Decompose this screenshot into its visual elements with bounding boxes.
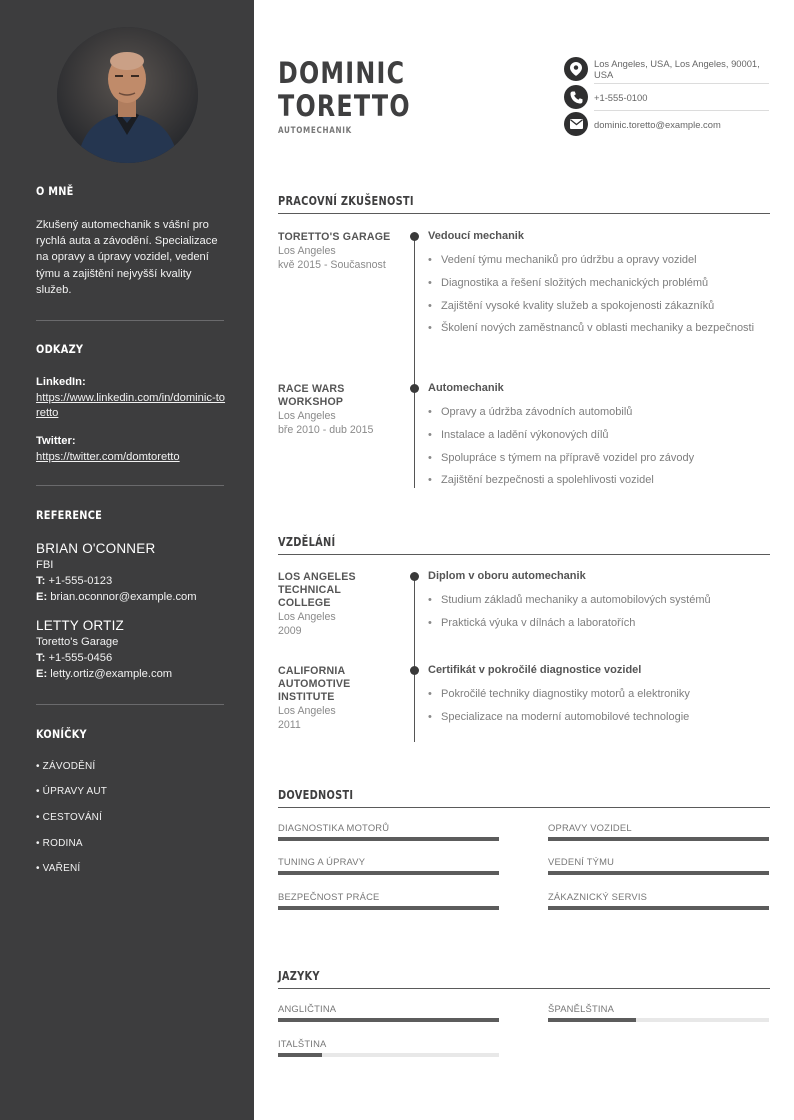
hobby-item: • CESTOVÁNÍ [36,812,103,823]
sidebar [0,0,254,1120]
skill-bar-fill [278,837,499,841]
responsibilities-list [428,405,758,496]
timeline-dot [410,232,419,241]
language-bar-fill [278,1053,322,1057]
skill-bar-fill [548,906,769,910]
divider [36,704,224,705]
divider [36,485,224,486]
language-item [278,1038,499,1057]
divider [594,110,769,111]
link-label: LinkedIn: [36,376,86,388]
link-linkedin [36,375,226,422]
skill-bar [278,871,499,875]
languages-title: JAZYKY [278,969,320,983]
reference-item [36,540,236,605]
school-location: Los Angeles [278,705,336,717]
list-item: • Studium základů mechaniky a automobilových systémů [428,593,758,609]
skill-bar [548,871,769,875]
education-entry-info [278,571,393,638]
skill-label: OPRAVY VOZIDEL [548,822,632,833]
twitter-link[interactable]: https://twitter.com/domtoretto [36,450,180,463]
section-rule [278,213,770,214]
reference-phone: T: +1-555-0456 [36,652,113,664]
section-rule [278,807,770,808]
language-bar [278,1053,499,1057]
skill-item [278,822,499,841]
link-label: Twitter: [36,435,76,447]
section-rule [278,988,770,989]
skill-item [548,822,769,841]
language-bar-fill [278,1018,499,1022]
study-details-list [428,593,758,639]
reference-email: E: letty.ortiz@example.com [36,668,173,680]
skill-label: TUNING A ÚPRAVY [278,856,366,867]
list-item: • Pokročilé techniky diagnostiky motorů a elektroniky [428,687,758,703]
school-name: LOS ANGELES TECHNICAL COLLEGE [278,571,356,609]
reference-item [36,617,236,682]
linkedin-link[interactable]: https://www.linkedin.com/in/dominic-toretto [36,391,226,419]
degree-title: Diplom v oboru automechanik [428,570,586,582]
skill-item [548,856,769,875]
timeline-dot [410,666,419,675]
timeline-line [414,236,415,488]
email-text: dominic.toretto@example.com [594,118,721,130]
hobbies-title: KONÍČKY [36,727,87,741]
language-item [278,1003,499,1022]
address-text: Los Angeles, USA, Los Angeles, 90001, USA [594,58,760,80]
hobby-item: • VAŘENÍ [36,863,81,874]
skill-label: ZÁKAZNICKÝ SERVIS [548,891,648,902]
employment-dates: bře 2010 - dub 2015 [278,424,374,436]
skill-bar [548,837,769,841]
language-bar-fill [548,1018,636,1022]
language-label: ITALŠTINA [278,1038,327,1049]
hobby-item: • RODINA [36,838,83,849]
divider [36,320,224,321]
school-location: Los Angeles [278,611,336,623]
skill-bar [278,906,499,910]
list-item: • Školení nových zaměstnanců v oblasti mechaniky a bezpečnosti [428,321,758,337]
list-item: • Zajištění bezpečnosti a spolehlivosti vozidel [428,473,758,489]
list-item: • Specializace na moderní automobilové technologie [428,710,758,726]
employer-name: RACE WARS WORKSHOP [278,383,345,408]
education-entry-info [278,665,373,732]
phone-icon [564,85,588,109]
about-title: O MNĚ [36,184,74,198]
skill-label: DIAGNOSTIKA MOTORŮ [278,822,390,833]
list-item: • Vedení týmu mechaniků pro údržbu a opravy vozidel [428,253,758,269]
hobby-item: • ZÁVODĚNÍ [36,761,96,772]
list-item: • Praktická výuka v dílnách a laboratořích [428,616,758,632]
section-rule [278,554,770,555]
employer-location: Los Angeles [278,410,336,422]
reference-company: FBI [36,559,54,571]
location-pin-icon [564,57,588,81]
job-role: Automechanik [428,382,504,394]
job-title: AUTOMECHANIK [278,126,352,136]
envelope-icon [564,112,588,136]
about-text: Zkušený automechanik s vášní pro rychlá auta a závodění. Specializace na opravy a úpravy vozidel, vedení týmu a zajištění nejvyšší kvality služeb. [36,219,218,296]
hobby-item: • ÚPRAVY AUT [36,786,108,797]
skill-bar [548,906,769,910]
profile-photo [57,27,198,163]
reference-email: E: brian.oconnor@example.com [36,591,197,603]
list-item: • Opravy a údržba závodních automobilů [428,405,758,421]
reference-name: BRIAN O'CONNER [36,541,156,556]
skills-title: DOVEDNOSTI [278,788,354,802]
candidate-name: DOMINIC TORETTO [278,56,411,123]
timeline-line [414,576,415,742]
divider [594,83,769,84]
education-title: VZDĚLÁNÍ [278,535,336,549]
list-item: • Diagnostika a řešení složitých mechanických problémů [428,276,758,292]
skill-label: VEDENÍ TÝMU [548,856,615,867]
reference-company: Toretto's Garage [36,636,119,648]
phone-text: +1-555-0100 [594,91,648,103]
references-title: REFERENCE [36,508,103,522]
skill-bar [278,837,499,841]
links-title: ODKAZY [36,342,84,356]
contact-email [564,112,769,136]
language-label: ANGLIČTINA [278,1003,337,1014]
study-dates: 2011 [278,719,301,731]
study-details-list [428,687,758,733]
skill-label: BEZPEČNOST PRÁCE [278,891,380,902]
degree-title: Certifikát v pokročilé diagnostice vozidel [428,664,642,676]
study-dates: 2009 [278,625,302,637]
employer-location: Los Angeles [278,245,336,257]
language-bar [278,1018,499,1022]
list-item: • Instalace a ladění výkonových dílů [428,428,758,444]
skill-bar-fill [278,871,499,875]
skill-item [548,891,769,910]
school-name: CALIFORNIA AUTOMOTIVE INSTITUTE [278,665,351,703]
skill-item [278,891,499,910]
contact-address [564,57,769,81]
experience-entry-info [278,231,403,272]
experience-title: PRACOVNÍ ZKUŠENOSTI [278,194,414,208]
timeline-dot [410,572,419,581]
responsibilities-list [428,253,758,344]
language-label: ŠPANĚLŠTINA [548,1003,615,1014]
reference-name: LETTY ORTIZ [36,618,124,633]
job-role: Vedoucí mechanik [428,230,524,242]
list-item: • Zajištění vysoké kvality služeb a spokojenosti zákazníků [428,299,758,315]
skill-bar-fill [548,871,769,875]
timeline-dot [410,384,419,393]
skill-item [278,856,499,875]
link-twitter [36,434,226,465]
skill-bar-fill [548,837,769,841]
contact-phone [564,85,769,109]
language-bar [548,1018,769,1022]
employer-name: TORETTO'S GARAGE [278,231,391,243]
employment-dates: kvě 2015 - Současnost [278,259,386,271]
reference-phone: T: +1-555-0123 [36,575,113,587]
language-item [548,1003,769,1022]
skill-bar-fill [278,906,499,910]
list-item: • Spolupráce s týmem na přípravě vozidel pro závody [428,451,758,467]
experience-entry-info [278,383,378,437]
